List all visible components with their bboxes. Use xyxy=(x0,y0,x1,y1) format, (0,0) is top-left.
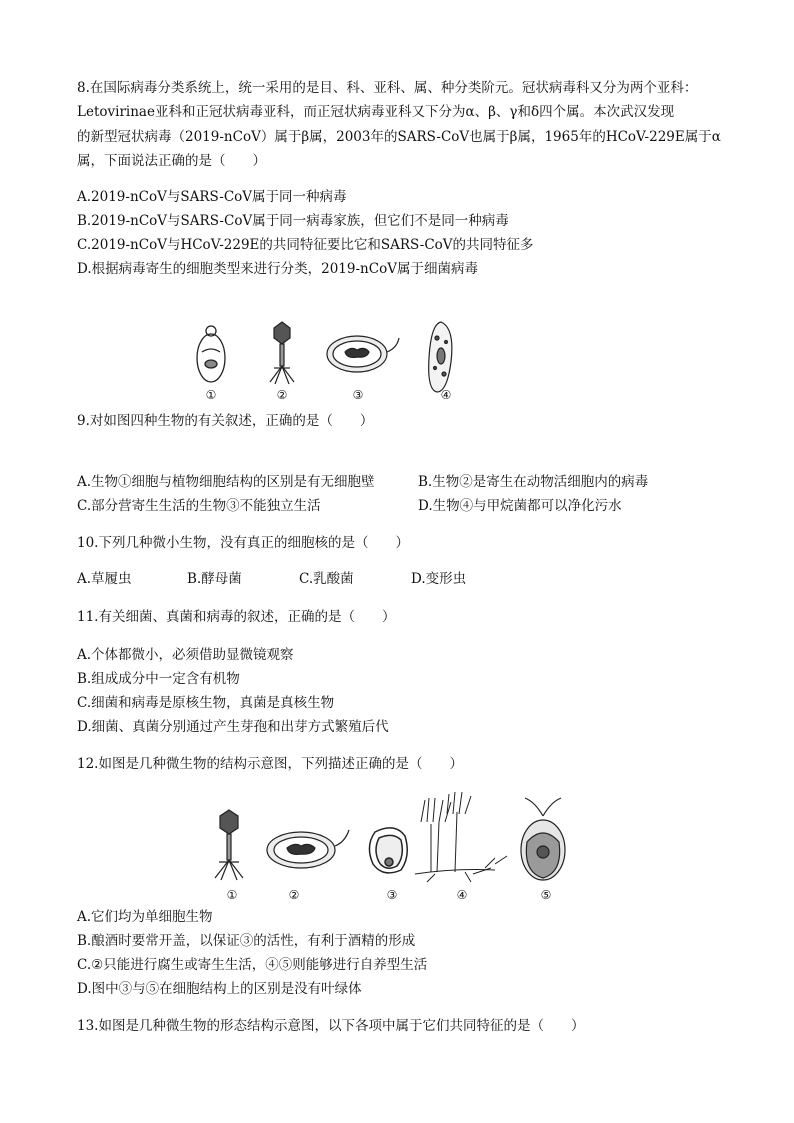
bacterium-icon xyxy=(267,830,349,868)
q8-stem-line-2: Letovirinae亚科和正冠状病毒亚科，而正冠状病毒亚科又下分为α、β、γ和δ四个属。本次武汉发现 xyxy=(77,104,675,120)
q9-label-4: ④ xyxy=(440,388,452,402)
q8-option-a: A.2019-nCoV与SARS-CoV属于同一种病毒 xyxy=(77,189,347,205)
q8-option-b: B.2019-nCoV与SARS-CoV属于同一病毒家族，但它们不是同一种病毒 xyxy=(77,213,509,229)
q11-option-d: D.细菌、真菌分别通过产生芽孢和出芽方式繁殖后代 xyxy=(77,719,389,735)
q12-stem: 12.如图是几种微生物的结构示意图，下列描述正确的是（ ） xyxy=(77,756,463,772)
q12-label-3: ③ xyxy=(386,888,398,902)
paramecium-icon xyxy=(429,322,452,392)
q8-stem-line-3: 的新型冠状病毒（2019-nCoV）属于β属，2003年的SARS-CoV也属于β属，1965年的HCoV-229E属于α xyxy=(77,129,721,145)
q12-label-4: ④ xyxy=(456,888,468,902)
yeast-cell-icon xyxy=(197,326,225,382)
q12-option-b: B.酿酒时要常开盖，以保证③的活性，有利于酒精的形成 xyxy=(77,933,416,949)
q9-label-2: ② xyxy=(276,388,288,402)
q8-stem-line-1: 8.在国际病毒分类系统上，统一采用的是目、科、亚科、属、种分类阶元。冠状病毒科又分为两个亚科： xyxy=(77,80,698,96)
bacteriophage-icon xyxy=(270,322,294,384)
q9-option-a: A.生物①细胞与植物细胞结构的区别是有无细胞壁 xyxy=(77,474,375,490)
q9-option-b: B.生物②是寄生在动物活细胞内的病毒 xyxy=(418,474,649,490)
q11-option-b: B.组成成分中一定含有机物 xyxy=(77,671,240,687)
q12-option-d: D.图中③与⑤在细胞结构上的区别是没有叶绿体 xyxy=(77,981,362,997)
q11-stem: 11.有关细菌、真菌和病毒的叙述，正确的是（ ） xyxy=(77,609,396,625)
q10-option-b: B.酵母菌 xyxy=(187,571,242,587)
bacteriophage-icon xyxy=(215,810,243,880)
q12-label-5: ⑤ xyxy=(540,888,552,902)
q9-label-3: ③ xyxy=(352,388,364,402)
q10-option-a: A.草履虫 xyxy=(77,571,132,587)
q13-stem: 13.如图是几种微生物的形态结构示意图，以下各项中属于它们共同特征的是（ ） xyxy=(77,1018,585,1034)
q9-option-c: C.部分营寄生生活的生物③不能独立生活 xyxy=(77,498,321,514)
q9-label-1: ① xyxy=(205,388,217,402)
q10-stem: 10.下列几种微小生物，没有真正的细胞核的是（ ） xyxy=(77,535,409,551)
q12-label-1: ① xyxy=(226,888,238,902)
yeast-cell-icon xyxy=(369,828,407,873)
q8-stem-line-4: 属，下面说法正确的是（ ） xyxy=(77,153,266,169)
q10-option-c: C.乳酸菌 xyxy=(299,571,354,587)
q8-option-c: C.2019-nCoV与HCoV-229E的共同特征要比它和SARS-CoV的共同特征多 xyxy=(77,237,534,253)
bacterium-icon xyxy=(327,336,399,372)
q12-label-2: ② xyxy=(288,888,300,902)
q12-option-c: C.②只能进行腐生或寄生生活，④⑤则能够进行自养型生活 xyxy=(77,957,428,973)
chlamydomonas-icon xyxy=(521,798,565,880)
q9-figure xyxy=(185,312,475,404)
q10-option-d: D.变形虫 xyxy=(411,571,467,587)
q11-option-a: A.个体都微小，必须借助显微镜观察 xyxy=(77,647,294,663)
q12-option-a: A.它们均为单细胞生物 xyxy=(77,909,213,925)
q9-option-d: D.生物④与甲烷菌都可以净化污水 xyxy=(418,498,622,514)
q12-figure xyxy=(205,792,585,888)
q8-option-d: D.根据病毒寄生的细胞类型来进行分类，2019-nCoV属于细菌病毒 xyxy=(77,261,478,277)
q9-stem: 9.对如图四种生物的有关叙述，正确的是（ ） xyxy=(77,413,374,429)
q11-option-c: C.细菌和病毒是原核生物，真菌是真核生物 xyxy=(77,695,335,711)
mold-icon xyxy=(415,792,507,882)
